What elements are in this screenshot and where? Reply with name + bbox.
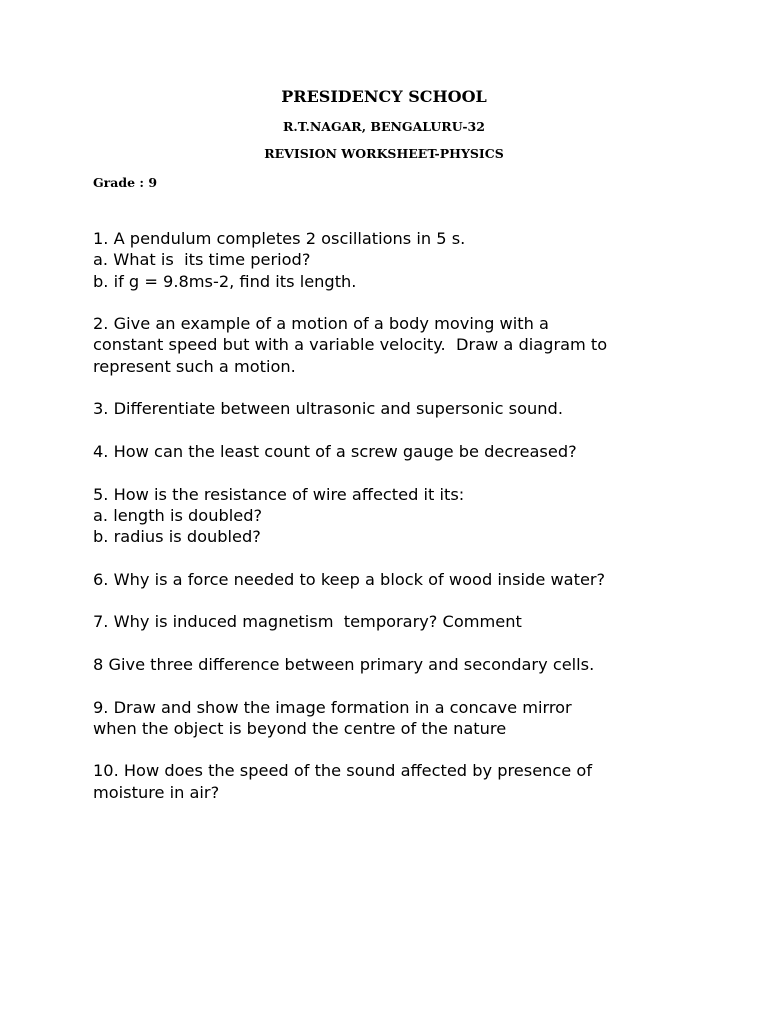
question-line: constant speed but with a variable velocity. Draw a diagram to [93,335,608,355]
school-name: PRESIDENCY SCHOOL [281,87,487,106]
question-line: moisture in air? [93,782,220,802]
question-line: 5. How is the resistance of wire affected it its: [93,484,465,504]
question-line: a. length is doubled? [93,505,263,525]
question-line: 8 Give three difference between primary and secondary cells. [93,654,595,674]
question-1 [93,228,693,292]
question-9 [93,697,693,740]
question-line: when the object is beyond the centre of the nature [93,718,507,738]
question-4 [93,441,693,462]
school-address: R.T.NAGAR, BENGALURU-32 [283,119,485,134]
question-3 [93,398,693,419]
question-line: 3. Differentiate between ultrasonic and supersonic sound. [93,399,563,419]
question-8 [93,654,693,675]
question-2 [93,313,693,377]
question-line: 6. Why is a force needed to keep a block of wood inside water? [93,569,606,589]
grade-label: Grade : 9 [93,175,158,190]
question-10 [93,760,693,803]
worksheet-title: REVISION WORKSHEET-PHYSICS [264,146,504,161]
question-line: represent such a motion. [93,356,296,376]
question-5 [93,484,693,548]
question-line: b. radius is doubled? [93,527,261,547]
question-line: 4. How can the least count of a screw gauge be decreased? [93,441,577,461]
question-line: 2. Give an example of a motion of a body moving with a [93,314,549,334]
question-line: b. if g = 9.8ms-2, find its length. [93,271,357,291]
question-7 [93,611,693,632]
question-line: 10. How does the speed of the sound affected by presence of [93,761,593,781]
question-line: 1. A pendulum completes 2 oscillations in 5 s. [93,229,466,248]
question-line: 7. Why is induced magnetism temporary? Comment [93,612,522,632]
question-6 [93,569,693,590]
question-list [93,228,693,824]
question-line: 9. Draw and show the image formation in a concave mirror [93,697,572,717]
question-line: a. What is its time period? [93,250,311,270]
